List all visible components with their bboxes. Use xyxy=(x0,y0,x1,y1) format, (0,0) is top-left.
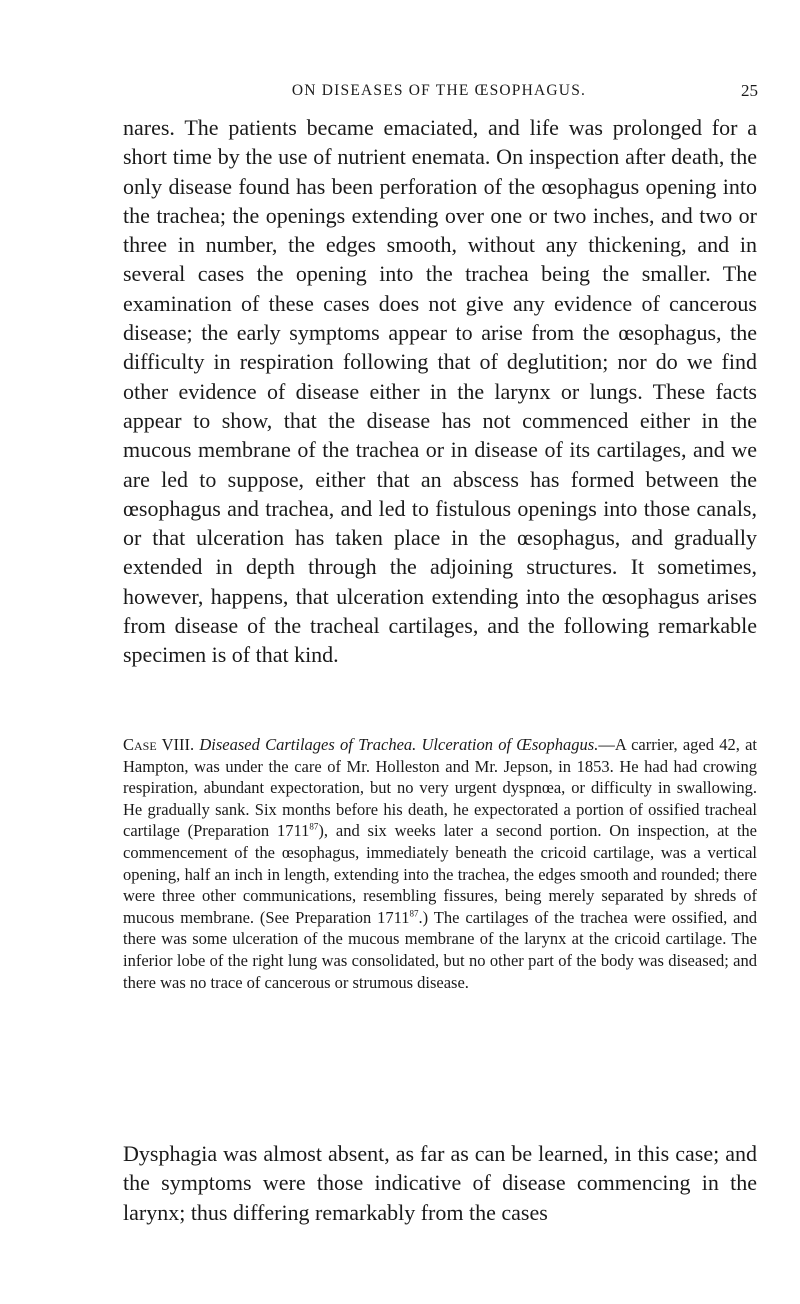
running-title: ON DISEASES OF THE ŒSOPHAGUS. xyxy=(291,82,587,99)
case-label: Case VIII. xyxy=(123,735,195,754)
closing-paragraph: Dysphagia was almost absent, as far as can be learned, in this case; and the symptoms were those indicative of disease commencing in the larynx; thus differing remarkably from the cases xyxy=(123,1141,757,1225)
running-head xyxy=(120,80,758,102)
case-text-part-3: .) The cartilages of the trachea were ossified, and there was some ulceration of the mucous membrane of the larynx at the cricoid cartilage. The inferior lobe of the right lung was consolidated, but no other part of the body was diseased; and there was no trace of cancerous or strumous disease. xyxy=(123,907,757,992)
case-text-part-1: —A carrier, aged 42, at Hampton, was under the care of Mr. Holleston and Mr. Jepson, in 1853. He had had crowing respiration, abundant expectoration, but no very urgent dyspnœa, or difficulty in swallowing. He gradually sank. Six months before his death, he expectorated a portion of ossified tracheal cartilage (Preparation 1711 xyxy=(123,735,757,841)
case-title: Diseased Cartilages of Trachea. Ulceration of Œsophagus. xyxy=(199,735,599,754)
case-text-part-2: ), and six weeks later a second portion. On inspection, at the commencement of the œsophagus, immediately beneath the cricoid cartilage, was a vertical opening, half an inch in length, extending into the trachea, the edges smooth and rounded; there were three other communications, resembling fissures, being merely separated by shreds of mucous membrane. (See Preparation 1711 xyxy=(123,821,757,927)
main-paragraph: nares. The patients became emaciated, and life was prolonged for a short time by the use of nutrient enemata. On inspection after death, the only disease found has been perforation of the œsophagus opening into the trachea; the openings extending over one or two inches, and two or three in number, the edges smooth, without any thickening, and in several cases the opening into the trachea being the smaller. The examination of these cases does not give any evidence of cancerous disease; the early symptoms appear to arise from the œsophagus, the difficulty in respiration following that of deglutition; nor do we find other evidence of disease either in the larynx or lungs. These facts appear to show, that the disease has not commenced either in the mucous membrane of the trachea or in disease of its cartilages, and we are led to suppose, either that an abscess has formed between the œsophagus and trachea, and led to fistulous openings into those canals, or that ulceration has taken place in the œsophagus, and gradually extended in depth through the adjoining structures. It sometimes, however, happens, that ulceration extending into the œsophagus arises from disease of the tracheal cartilages, and the following remarkable specimen is of that kind. xyxy=(123,115,757,668)
page-number: 25 xyxy=(741,81,758,100)
case-report xyxy=(123,734,757,993)
preparation-ref-2: 87 xyxy=(409,908,419,919)
preparation-ref-1: 87 xyxy=(309,821,319,832)
